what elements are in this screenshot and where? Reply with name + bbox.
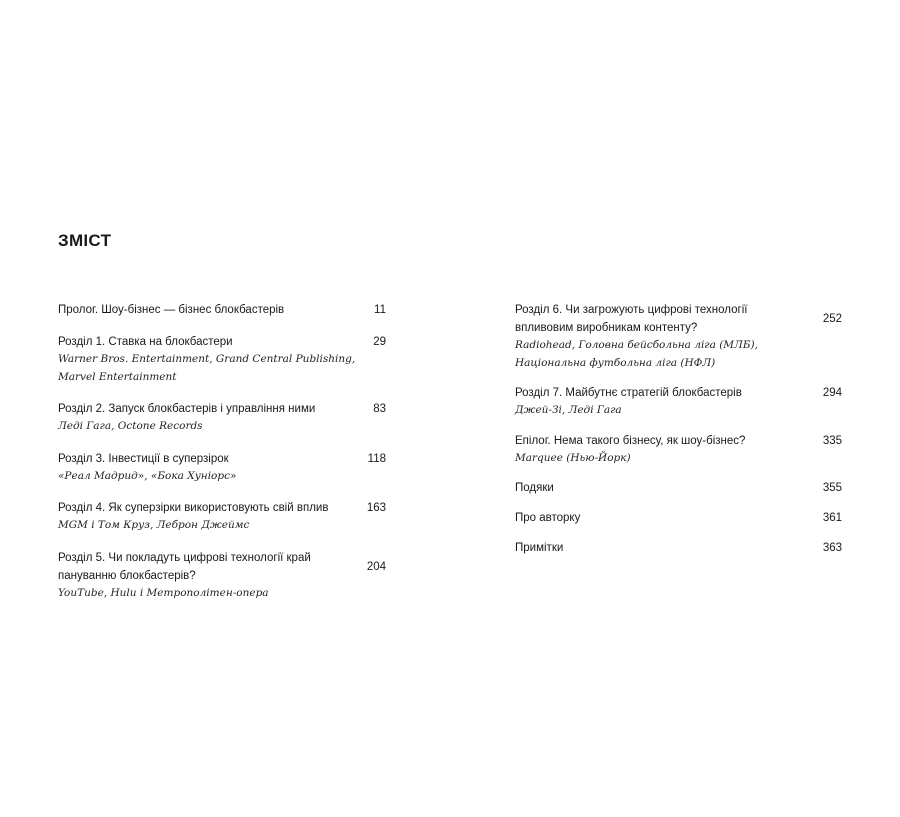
toc-right-column: [515, 301, 842, 569]
toc-entry-chapter-5[interactable]: [58, 549, 386, 603]
toc-entry-title: Подяки: [515, 482, 554, 494]
toc-entry-title: Про авторку: [515, 512, 581, 524]
toc-entry-page: 361: [822, 512, 842, 524]
toc-entry-title: Розділ 7. Майбутнє стратегій блокбастерів: [515, 387, 742, 399]
toc-entry-title: Епілог. Нема такого бізнесу, як шоу-бізнес?: [515, 434, 746, 447]
toc-entry-about-author[interactable]: [515, 509, 842, 527]
toc-entry-page: 355: [822, 482, 842, 494]
toc-entry-subtitle: Warner Bros. Entertainment, Grand Central Publishing, Marvel Entertainment: [58, 353, 356, 383]
toc-entry-subtitle: Джей-Зі, Леді Гага: [515, 404, 622, 416]
toc-entry-epilogue[interactable]: [515, 432, 842, 468]
page-title: ЗМІСТ: [58, 231, 112, 250]
toc-entry-chapter-4[interactable]: [58, 499, 386, 535]
toc-entry-page: 294: [822, 387, 842, 399]
toc-entry-title: Розділ 6. Чи загрожують цифрові технології впливовим виробникам контенту?: [515, 304, 748, 334]
toc-entry-page: 83: [373, 403, 386, 415]
toc-entry-subtitle: MGM і Том Круз, Леброн Джеймс: [58, 519, 250, 531]
toc-entry-title: Розділ 5. Чи покладуть цифрові технології край пануванню блокбастерів?: [58, 551, 311, 582]
toc-entry-page: 163: [366, 502, 386, 514]
toc-entry-page: 118: [367, 452, 386, 465]
toc-entry-page: 363: [822, 542, 842, 554]
toc-entry-page: 204: [366, 560, 386, 573]
toc-left-column: [58, 301, 386, 616]
toc-entry-title: Пролог. Шоу-бізнес — бізнес блокбастерів: [58, 304, 285, 316]
toc-entry-subtitle: «Реал Мадрид», «Бока Хуніорс»: [58, 469, 237, 482]
toc-entry-title: Розділ 1. Ставка на блокбастери: [58, 336, 233, 348]
toc-entry-title: Розділ 4. Як суперзірки використовують свій вплив: [58, 502, 329, 514]
toc-entry-subtitle: YouTube, Hulu і Метрополітен-опера: [58, 586, 269, 599]
toc-entry-notes[interactable]: [515, 539, 842, 557]
toc-entry-title: Розділ 2. Запуск блокбастерів і управління ними: [58, 403, 316, 415]
toc-entry-chapter-6[interactable]: [515, 301, 842, 372]
toc-entry-title: Примітки: [515, 542, 564, 554]
toc-entry-subtitle: Marquee (Нью-Йорк): [515, 451, 631, 464]
toc-entry-subtitle: Radiohead, Головна бейсбольна ліга (МЛБ), Національна футбольна ліга (НФЛ): [515, 339, 758, 369]
toc-entry-chapter-3[interactable]: [58, 450, 386, 486]
toc-entry-prologue[interactable]: [58, 301, 386, 319]
toc-entry-chapter-7[interactable]: [515, 384, 842, 420]
toc-entry-page: 252: [822, 313, 842, 325]
toc-entry-chapter-1[interactable]: [58, 333, 386, 386]
toc-entry-page: 11: [374, 304, 386, 316]
toc-entry-subtitle: Леді Гага, Octone Records: [58, 420, 203, 432]
toc-entry-page: 29: [373, 336, 386, 348]
toc-entry-page: 335: [822, 434, 842, 447]
toc-entry-chapter-2[interactable]: [58, 400, 386, 436]
toc-entry-title: Розділ 3. Інвестиції в суперзірок: [58, 452, 229, 465]
toc-entry-acknowledgements[interactable]: [515, 479, 842, 497]
